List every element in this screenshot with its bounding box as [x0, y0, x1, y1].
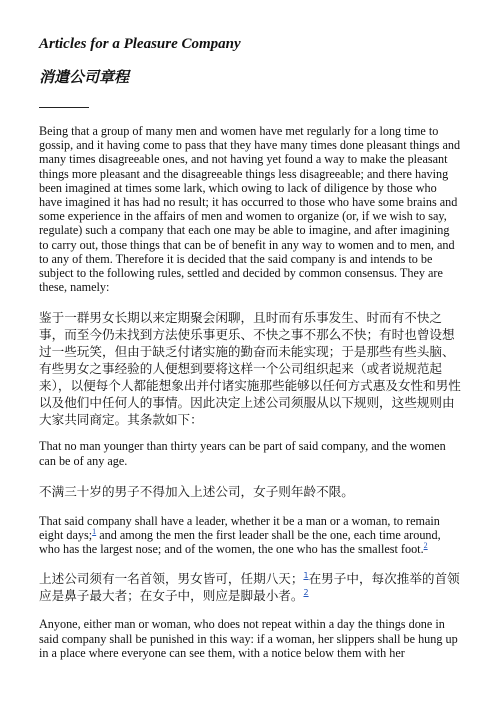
paragraph-1-english: Being that a group of many men and women have met regularly for a long time to gossip, and it having come to pass that they have many times done pleasant things and many times disagreeable ones, and not having yet found a way to make the pleasant things more pleasant and the disagreeable things less disagreeable; and there having been imagined at times some lark, which owing to lack of diligence by those who have imagined it has had no result; it has occurred to those who have some brains and some experience in the affairs of men and women to organize (or, if we wish to say, regulate) such a company that each one may be able to imagine, and after imagining to carry out, those things that can be of benefit in any way to women and to men, and to any of them. Therefore it is decided that the said company is and intends to be subject to the following rules, settled and decided by common consensus. They are these, namely:	[39, 124, 461, 295]
title-chinese: 消遣公司章程	[39, 68, 130, 86]
paragraph-4-english: Anyone, either man or woman, who does not repeat within a day the things done in said company shall be punished in this way: if a woman, her slippers shall be hung up in a place where everyone can see them, with a notice below them with her	[39, 617, 458, 660]
footnote-link-1[interactable]: 1	[92, 526, 97, 536]
document-body	[39, 124, 462, 660]
paragraph-3-chinese-part-b: 在男子中，每次推举的首领应是鼻子最大者；在女子中，则应是脚最小者。	[39, 571, 460, 604]
paragraph-2-english: That no man younger than thirty years can be part of said company, and the women can be of any age.	[39, 439, 446, 468]
paragraph-3-english	[39, 514, 462, 557]
paragraph-3-english-part-a: That said company shall have a leader, whether it be a man or a woman, to remain eight days;	[39, 513, 440, 543]
footnote-link-2[interactable]: 2	[423, 541, 428, 551]
paragraph-2-chinese: 不满三十岁的男子不得加入上述公司，女子则年龄不限。	[39, 483, 354, 499]
title-english: Articles for a Pleasure Company	[39, 36, 241, 52]
paragraph-1-chinese: 鉴于一群男女长期以来定期聚会闲聊，且时而有乐事发生、时而有不快之事，而至今仍未找到方法使乐事更乐、不快之事不那么不快；有时也曾设想过一些玩笑，但由于缺乏付诸实施的勤奋而未能实现；于是那些有些头脑、有些男女之事经验的人便想到要将这样一个公司组织起来（或者说规范起来），以便每个人都能想象出并付诸实施那些能够以任何方式惠及女性和男性以及他们中任何人的事情。因此决定上述公司须服从以下规则，这些规则由大家共同商定。其条款如下：	[39, 310, 461, 428]
paragraph-3-english-part-b: and among the men the first leader shall be the one, each time around, who has the largest nose; and of the women, the one who has the smallest foot.	[39, 528, 441, 557]
paragraph-3-chinese	[39, 570, 462, 604]
footnote-link-1-zh[interactable]: 1	[303, 571, 309, 581]
paragraph-3-chinese-part-a: 上述公司须有一名首领，男女皆可，任期八天；	[39, 571, 304, 587]
title-divider	[39, 107, 89, 108]
footnote-link-2-zh[interactable]: 2	[303, 588, 309, 598]
